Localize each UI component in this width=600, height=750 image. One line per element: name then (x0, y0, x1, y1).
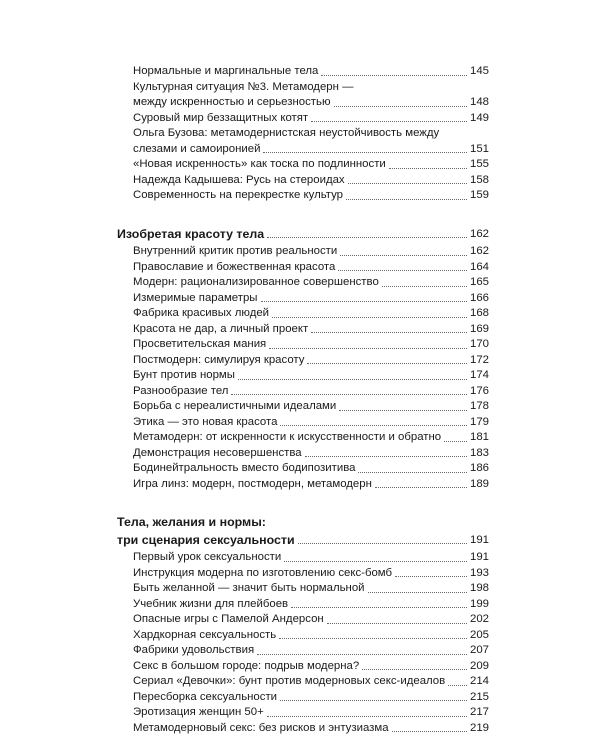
page-number: 145 (469, 65, 489, 77)
page-number: 166 (469, 291, 489, 304)
page-number: 193 (469, 566, 489, 579)
dot-leader (261, 301, 467, 302)
toc-entry[interactable] (117, 690, 489, 706)
entry-title: Нормальные и маргинальные тела (133, 65, 319, 77)
page-number: 199 (469, 597, 489, 610)
page-number: 186 (469, 462, 489, 474)
dot-leader (298, 543, 467, 544)
dot-leader (321, 75, 467, 76)
toc-entry-row (117, 399, 489, 415)
toc-entry-row (117, 566, 489, 582)
toc-entry[interactable] (117, 244, 489, 260)
page-number: 219 (469, 721, 489, 734)
table-of-contents (117, 64, 489, 736)
toc-entry[interactable] (117, 597, 489, 613)
entry-title: Игра линз: модерн, постмодерн, метамодерн (133, 477, 372, 490)
toc-entry[interactable] (117, 173, 489, 189)
toc-entry-row (117, 415, 489, 431)
toc-entry-row (117, 188, 489, 204)
toc-entry-row (117, 674, 489, 690)
toc-entry-row (117, 260, 489, 276)
toc-entry-row (117, 705, 489, 721)
toc-entry[interactable] (117, 322, 489, 338)
toc-entry[interactable] (117, 157, 489, 173)
toc-entry[interactable] (117, 581, 489, 597)
toc-section (117, 514, 489, 736)
page-number: 172 (469, 353, 489, 366)
dot-leader (327, 623, 467, 624)
entry-title: Постмодерн: симулируя красоту (133, 353, 305, 366)
page-number: 170 (469, 338, 489, 350)
entry-title: Хардкорная сексуальность (133, 628, 277, 641)
toc-entry-row (117, 353, 489, 369)
entry-title: Фабрика красивых людей (133, 307, 270, 319)
dot-leader (238, 379, 467, 380)
page-number: 207 (469, 644, 489, 656)
entry-title: Современность на перекрестке культур (133, 189, 344, 201)
dot-leader (389, 168, 467, 169)
toc-entry[interactable] (117, 353, 489, 369)
toc-entry[interactable] (117, 612, 489, 628)
toc-section (117, 64, 489, 204)
toc-entry-row (117, 337, 489, 353)
entry-title: между искренностью и серьезностью (133, 96, 331, 108)
toc-entry[interactable] (117, 674, 489, 690)
entry-title-line1: Ольга Бузова: метамодернистская неустойчивость между (133, 127, 440, 139)
dot-leader (269, 348, 467, 349)
toc-entry-row (117, 430, 489, 446)
dot-leader (279, 638, 467, 639)
entry-title: Бунт против нормы (133, 369, 235, 381)
entry-title: Красота не дар, а личный проект (133, 322, 309, 335)
page-number: 169 (469, 322, 489, 335)
toc-entry[interactable] (117, 566, 489, 582)
section-heading-title: три сценария сексуальности (117, 532, 295, 547)
entry-title: Инструкция модерна по изготовлению секс-бомб (133, 566, 393, 579)
toc-entry[interactable] (117, 399, 489, 415)
dot-leader (368, 592, 467, 593)
toc-entry-row (117, 142, 489, 158)
dot-leader (334, 106, 467, 107)
dot-leader (358, 472, 467, 473)
entry-title: Просветительская мания (133, 338, 267, 350)
toc-entry[interactable] (117, 111, 489, 127)
toc-entry-row (117, 659, 489, 675)
dot-leader (448, 685, 467, 686)
toc-entry[interactable] (117, 368, 489, 384)
dot-leader (395, 576, 467, 577)
page-number: 174 (469, 369, 489, 381)
toc-entry[interactable] (117, 550, 489, 566)
dot-leader (280, 425, 467, 426)
toc-entry-row (117, 368, 489, 384)
toc-section (117, 226, 489, 493)
entry-title: Борьба с нереалистичными идеалами (133, 400, 337, 412)
entry-title: «Новая искренность» как тоска по подлинности (133, 158, 386, 170)
entry-title: Сериал «Девочки»: бунт против модерновых секс-идеалов (133, 675, 446, 687)
dot-leader (280, 700, 467, 701)
toc-entry-row (117, 446, 489, 462)
toc-entry-row (117, 306, 489, 322)
toc-entry[interactable] (117, 275, 489, 291)
toc-entry[interactable] (117, 80, 489, 111)
entry-title: Внутренний критик против реальности (133, 245, 338, 257)
dot-leader (375, 487, 467, 488)
entry-title: Фабрики удовольствия (133, 644, 255, 656)
dot-leader (272, 317, 467, 318)
page-number: 159 (469, 189, 489, 201)
page-number: 149 (469, 111, 489, 124)
toc-entry-row (117, 244, 489, 260)
section-heading-line1: Тела, желания и нормы: (117, 515, 266, 529)
toc-entry-row (117, 461, 489, 477)
toc-entry-row (117, 157, 489, 173)
toc-entry-row (117, 597, 489, 613)
dot-leader (346, 199, 467, 200)
entry-title: Разнообразие тел (133, 384, 229, 397)
page-number: 162 (469, 245, 489, 257)
dot-leader (267, 716, 467, 717)
entry-title: Суровый мир беззащитных котят (133, 111, 309, 124)
dot-leader (263, 152, 467, 153)
page-number: 191 (469, 551, 489, 563)
section-heading[interactable] (117, 226, 489, 243)
toc-entry[interactable] (117, 628, 489, 644)
dot-leader (267, 237, 467, 238)
toc-entry[interactable] (117, 430, 489, 446)
page-number: 181 (469, 431, 489, 443)
dot-leader (348, 183, 467, 184)
entry-title: Быть желанной — значит быть нормальной (133, 582, 365, 594)
toc-entry[interactable] (117, 384, 489, 400)
page-number: 168 (469, 307, 489, 319)
entry-title: Учебник жизни для плейбоев (133, 597, 289, 610)
page-number: 215 (469, 690, 489, 703)
toc-entry[interactable] (117, 721, 489, 737)
page-number: 162 (469, 227, 489, 240)
entry-title: Метамодерн: от искренности к искусственности и обратно (133, 431, 442, 443)
page-number: 148 (469, 96, 489, 108)
toc-entry[interactable] (117, 306, 489, 322)
dot-leader (338, 270, 467, 271)
toc-entry[interactable] (117, 126, 489, 157)
page-number: 205 (469, 628, 489, 641)
toc-entry[interactable] (117, 446, 489, 462)
entry-title: Измеримые параметры (133, 291, 258, 304)
page-number: 178 (469, 400, 489, 412)
toc-entry-row (117, 612, 489, 628)
page-number: 217 (469, 706, 489, 718)
toc-entry-row (117, 690, 489, 706)
entry-title: Надежда Кадышева: Русь на стероидах (133, 173, 345, 186)
entry-title: Православие и божественная красота (133, 260, 336, 273)
page-number: 176 (469, 384, 489, 397)
page-number: 202 (469, 613, 489, 625)
entry-title: Бодинейтральность вместо бодипозитива (133, 462, 356, 474)
dot-leader (257, 654, 467, 655)
dot-leader (311, 332, 467, 333)
toc-entry-row (117, 643, 489, 659)
dot-leader (231, 394, 467, 395)
dot-leader (305, 456, 467, 457)
page-number: 209 (469, 659, 489, 672)
toc-entry-row (117, 111, 489, 127)
toc-entry-row (117, 550, 489, 566)
page-number: 151 (469, 142, 489, 155)
toc-entry-row (117, 291, 489, 307)
toc-entry-row (117, 581, 489, 597)
entry-title: слезами и самоиронией (133, 142, 261, 155)
entry-title: Демонстрация несовершенства (133, 446, 302, 459)
toc-entry[interactable] (117, 643, 489, 659)
entry-title: Эротизация женщин 50+ (133, 706, 264, 718)
toc-entry[interactable] (117, 415, 489, 431)
dot-leader (284, 561, 467, 562)
toc-entry-row (117, 275, 489, 291)
dot-leader (307, 363, 467, 364)
entry-title: Опасные игры с Памелой Андерсон (133, 613, 324, 625)
page-number: 183 (469, 446, 489, 459)
toc-entry-row (117, 322, 489, 338)
toc-entry[interactable] (117, 477, 489, 493)
page-number: 155 (469, 158, 489, 170)
page-number: 158 (469, 173, 489, 186)
page-number: 198 (469, 582, 489, 594)
toc-entry[interactable] (117, 260, 489, 276)
entry-title: Метамодерновый секс: без рисков и энтузиазма (133, 721, 389, 734)
dot-leader (311, 121, 467, 122)
section-heading[interactable] (117, 532, 489, 549)
toc-entry-row (117, 64, 489, 80)
dot-leader (362, 669, 467, 670)
entry-title: Секс в большом городе: подрыв модерна? (133, 659, 360, 672)
toc-entry[interactable] (117, 291, 489, 307)
page-number: 189 (469, 477, 489, 490)
page-number: 191 (469, 533, 489, 546)
section-heading-title: Изобретая красоту тела (117, 226, 265, 241)
page-number: 165 (469, 276, 489, 288)
toc-entry-row (117, 477, 489, 493)
toc-entry[interactable] (117, 64, 489, 80)
entry-title: Первый урок сексуальности (133, 551, 282, 563)
toc-entry-row (117, 384, 489, 400)
toc-entry[interactable] (117, 659, 489, 675)
page-number: 179 (469, 415, 489, 428)
toc-entry-row (117, 721, 489, 737)
dot-leader (382, 286, 467, 287)
entry-title: Этика — это новая красота (133, 415, 278, 428)
page-number: 214 (469, 675, 489, 687)
dot-leader (392, 731, 467, 732)
toc-entry[interactable] (117, 188, 489, 204)
toc-entry[interactable] (117, 461, 489, 477)
toc-entry[interactable] (117, 705, 489, 721)
toc-entry[interactable] (117, 337, 489, 353)
entry-title: Модерн: рационализированное совершенство (133, 276, 379, 288)
dot-leader (339, 410, 467, 411)
toc-entry-row (117, 95, 489, 111)
page-number: 164 (469, 260, 489, 273)
dot-leader (340, 255, 467, 256)
entry-title: Пересборка сексуальности (133, 690, 278, 703)
entry-title-line1: Культурная ситуация №3. Метамодерн — (133, 80, 354, 93)
toc-entry-row (117, 628, 489, 644)
dot-leader (444, 441, 467, 442)
dot-leader (291, 607, 467, 608)
toc-entry-row (117, 173, 489, 189)
